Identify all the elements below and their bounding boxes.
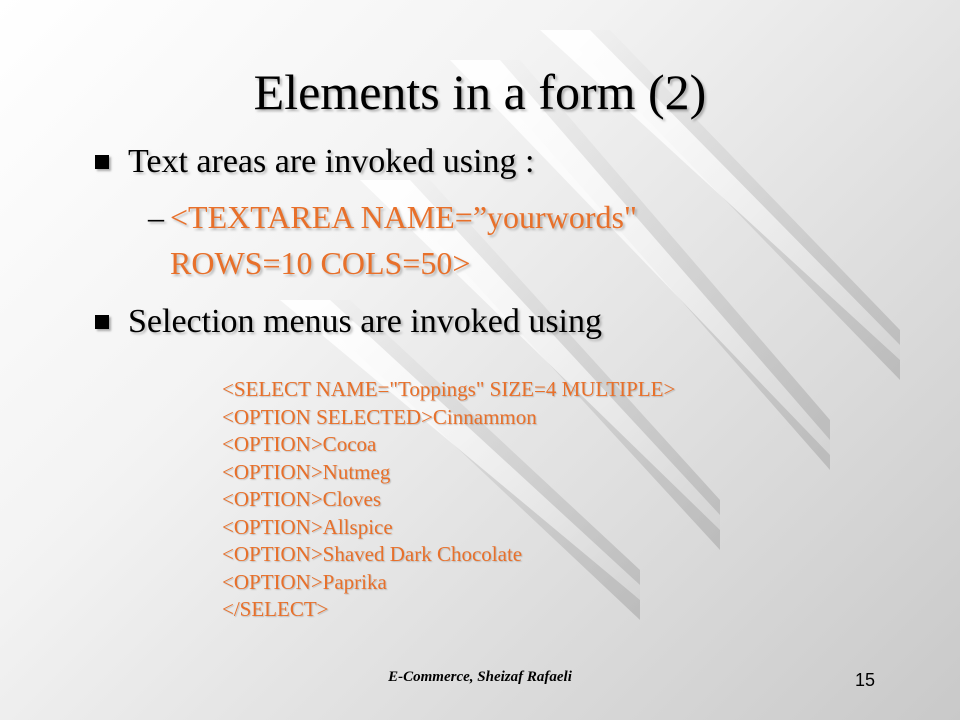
code-line: <OPTION>Cocoa [222,432,377,456]
code-line: <OPTION>Shaved Dark Chocolate [222,542,523,566]
code-line: <OPTION>Cloves [222,487,382,511]
slide-title: Elements in a form (2) [253,64,707,120]
page-number: 15 [855,670,876,690]
code-line: <SELECT NAME="Toppings" SIZE=4 MULTIPLE> [222,377,676,401]
bullet-text: Selection menus are invoked using [128,303,603,340]
bullet-text: Text areas are invoked using : [128,143,535,180]
slide-footer: E-Commerce, Sheizaf Rafaeli [388,669,572,685]
sub-bullet-line: <TEXTAREA NAME=”yourwords" [170,199,637,235]
code-line: <OPTION>Allspice [222,514,393,539]
code-line: <OPTION SELECTED>Cinnammon [222,404,537,429]
dash-bullet: – [148,199,164,235]
code-line: </SELECT> [222,597,329,621]
code-block [222,376,675,624]
code-line: <OPTION>Paprika [222,569,387,594]
square-bullet-icon [95,155,109,169]
code-line: <OPTION>Nutmeg [222,459,391,484]
sub-bullet-line: ROWS=10 COLS=50> [170,245,471,281]
square-bullet-icon [95,315,109,329]
